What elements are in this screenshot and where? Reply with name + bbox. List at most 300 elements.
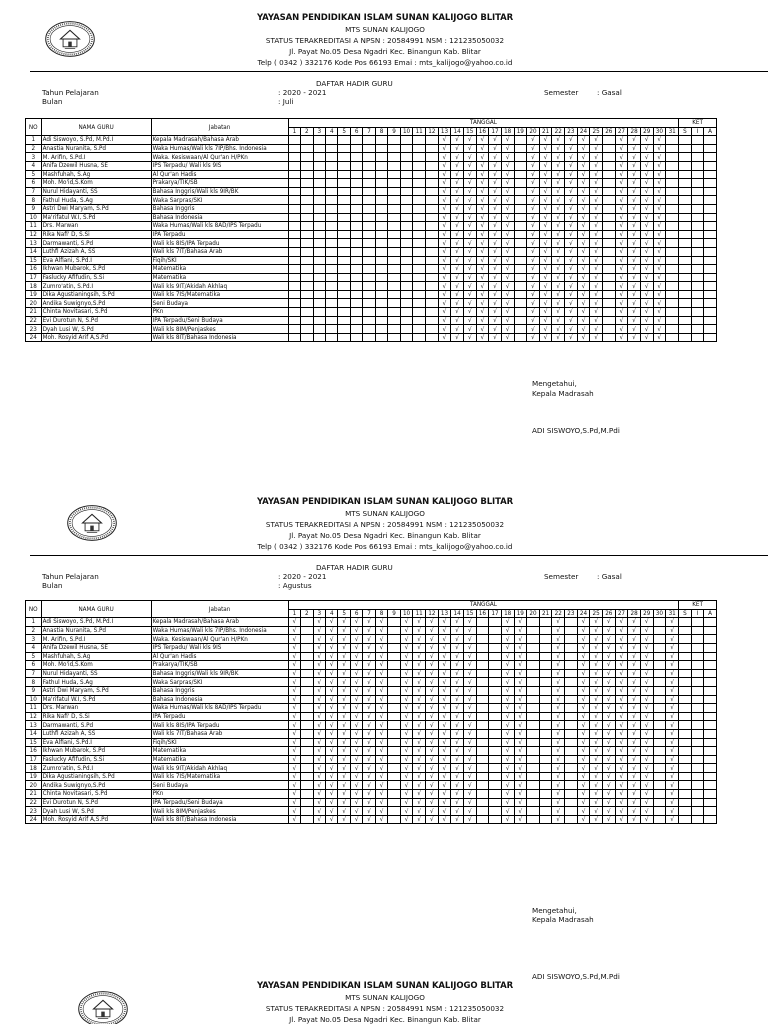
day-cell: [400, 247, 413, 256]
day-cell: √: [451, 325, 464, 334]
day-cell: √: [326, 772, 338, 781]
day-cell: √: [350, 772, 362, 781]
teacher-jabatan: Wali kls 7IT/Bahasa Arab: [151, 729, 288, 738]
day-cell: √: [426, 643, 439, 652]
day-cell: √: [363, 807, 375, 816]
day-cell: √: [565, 265, 578, 274]
teacher-name: Darmawanti, S.Pd: [41, 239, 151, 248]
ket-cell: [704, 325, 717, 334]
table-row: [26, 721, 717, 730]
day-cell: [666, 239, 679, 248]
day-cell: [602, 170, 615, 179]
day-cell: √: [628, 239, 641, 248]
day-cell: √: [326, 781, 338, 790]
day-cell: [350, 316, 362, 325]
day-cell: [363, 299, 375, 308]
teacher-name: Moh. Mo'id,S.Kom: [41, 661, 151, 670]
day-cell: √: [451, 265, 464, 274]
day-cell: √: [501, 170, 514, 179]
day-cell: √: [666, 661, 679, 670]
day-header: 17: [489, 609, 502, 618]
day-cell: √: [565, 187, 578, 196]
teacher-name: Dyah Lusi W, S.Pd: [41, 325, 151, 334]
day-cell: [301, 747, 313, 756]
day-cell: [326, 187, 338, 196]
day-cell: √: [628, 179, 641, 188]
day-cell: √: [628, 661, 641, 670]
day-cell: [388, 179, 400, 188]
day-cell: √: [615, 204, 628, 213]
teacher-jabatan: Wali kls 9IT/Akidah Akhlaq: [151, 282, 288, 291]
day-cell: √: [400, 747, 413, 756]
day-cell: √: [326, 643, 338, 652]
day-cell: [565, 686, 578, 695]
day-cell: [413, 256, 426, 265]
day-cell: [539, 798, 552, 807]
teacher-name: Mashfuhah, S.Ag: [41, 170, 151, 179]
day-cell: [388, 230, 400, 239]
day-cell: √: [476, 179, 489, 188]
day-cell: √: [313, 695, 325, 704]
day-cell: [426, 308, 439, 317]
day-cell: √: [451, 333, 464, 342]
day-cell: [388, 643, 400, 652]
org-name: YAYASAN PENDIDIKAN ISLAM SUNAN KALIJOGO BLITAR: [256, 497, 514, 507]
day-cell: √: [489, 144, 502, 153]
day-cell: √: [288, 807, 300, 816]
day-cell: √: [501, 661, 514, 670]
day-cell: [565, 643, 578, 652]
day-cell: [539, 712, 552, 721]
day-cell: [565, 738, 578, 747]
day-cell: √: [539, 273, 552, 282]
teacher-no: 10: [26, 213, 42, 222]
day-cell: √: [590, 618, 603, 627]
day-cell: [489, 807, 502, 816]
day-cell: √: [615, 213, 628, 222]
day-cell: √: [375, 626, 387, 635]
day-cell: [476, 772, 489, 781]
day-cell: √: [438, 626, 451, 635]
day-cell: √: [577, 247, 590, 256]
day-cell: √: [577, 136, 590, 145]
ket-cell: [679, 273, 691, 282]
day-cell: [666, 316, 679, 325]
header-jabatan: Jabatan: [151, 601, 288, 618]
day-cell: √: [338, 764, 350, 773]
day-cell: √: [653, 136, 666, 145]
day-cell: √: [527, 265, 540, 274]
teacher-no: 10: [26, 695, 42, 704]
day-cell: [301, 721, 313, 730]
teacher-jabatan: Wali kls 8IS/IPA Terpadu: [151, 239, 288, 248]
day-cell: √: [552, 686, 565, 695]
teacher-name: Mashfuhah, S.Ag: [41, 652, 151, 661]
day-header: 4: [326, 609, 338, 618]
day-cell: √: [590, 815, 603, 824]
day-cell: [288, 316, 300, 325]
day-cell: [288, 273, 300, 282]
day-cell: √: [590, 712, 603, 721]
day-cell: √: [501, 755, 514, 764]
day-cell: [413, 333, 426, 342]
day-cell: √: [463, 635, 476, 644]
day-cell: [388, 729, 400, 738]
day-header: 7: [363, 609, 375, 618]
day-cell: √: [628, 325, 641, 334]
address-line: Jl. Payat No.05 Desa Ngadri Kec. Binangun Kab. Blitar: [289, 1015, 481, 1024]
day-cell: [413, 161, 426, 170]
ket-cell: [691, 230, 703, 239]
day-cell: [476, 618, 489, 627]
teacher-name: Astri Dwi Maryam, S.Pd: [41, 686, 151, 695]
day-cell: √: [463, 239, 476, 248]
day-cell: [666, 256, 679, 265]
day-cell: [288, 256, 300, 265]
day-cell: [565, 618, 578, 627]
day-cell: [313, 299, 325, 308]
day-cell: √: [363, 626, 375, 635]
table-row: [26, 781, 717, 790]
day-cell: √: [451, 798, 464, 807]
day-cell: √: [565, 316, 578, 325]
day-cell: √: [501, 316, 514, 325]
day-cell: √: [539, 196, 552, 205]
day-cell: [539, 661, 552, 670]
day-cell: [489, 686, 502, 695]
day-cell: √: [602, 661, 615, 670]
day-cell: [527, 704, 540, 713]
day-cell: [301, 815, 313, 824]
day-cell: √: [653, 282, 666, 291]
day-cell: √: [413, 704, 426, 713]
day-cell: √: [476, 299, 489, 308]
day-cell: √: [313, 815, 325, 824]
day-cell: √: [375, 661, 387, 670]
day-cell: √: [363, 712, 375, 721]
day-cell: √: [489, 299, 502, 308]
day-cell: √: [350, 669, 362, 678]
day-cell: √: [602, 772, 615, 781]
day-cell: √: [666, 712, 679, 721]
table-row: [26, 222, 717, 231]
day-header: 19: [514, 609, 527, 618]
day-cell: [338, 290, 350, 299]
teacher-no: 12: [26, 230, 42, 239]
day-cell: [301, 239, 313, 248]
day-cell: √: [539, 282, 552, 291]
day-cell: [388, 635, 400, 644]
day-cell: [350, 333, 362, 342]
day-cell: [400, 299, 413, 308]
day-cell: √: [489, 325, 502, 334]
day-cell: √: [375, 781, 387, 790]
day-cell: √: [615, 247, 628, 256]
day-cell: [313, 308, 325, 317]
day-cell: [489, 643, 502, 652]
day-cell: √: [640, 161, 653, 170]
day-cell: √: [288, 626, 300, 635]
day-cell: √: [666, 721, 679, 730]
day-cell: √: [653, 290, 666, 299]
day-cell: √: [326, 635, 338, 644]
day-cell: [288, 265, 300, 274]
day-cell: [375, 230, 387, 239]
teacher-no: 23: [26, 325, 42, 334]
day-cell: √: [438, 222, 451, 231]
day-cell: √: [463, 721, 476, 730]
day-cell: √: [577, 790, 590, 799]
day-cell: [666, 136, 679, 145]
day-cell: √: [489, 204, 502, 213]
ket-cell: [679, 721, 691, 730]
day-cell: √: [313, 704, 325, 713]
ket-cell: [691, 204, 703, 213]
day-cell: √: [539, 256, 552, 265]
day-cell: √: [363, 643, 375, 652]
day-cell: √: [438, 686, 451, 695]
day-cell: [363, 187, 375, 196]
day-cell: √: [640, 781, 653, 790]
day-cell: √: [539, 161, 552, 170]
ket-cell: [704, 815, 717, 824]
day-cell: √: [577, 282, 590, 291]
day-header: 28: [628, 609, 641, 618]
day-cell: √: [666, 747, 679, 756]
day-cell: √: [615, 222, 628, 231]
day-cell: [426, 153, 439, 162]
day-cell: [565, 815, 578, 824]
teacher-name: Moh. Rosyid Arif A,S.Pd: [41, 815, 151, 824]
day-cell: [288, 179, 300, 188]
day-cell: [288, 308, 300, 317]
day-cell: [301, 204, 313, 213]
day-cell: √: [375, 764, 387, 773]
day-cell: [338, 170, 350, 179]
day-cell: √: [501, 643, 514, 652]
ket-cell: [704, 772, 717, 781]
mengetahui-label: Mengetahui,: [532, 379, 577, 388]
teacher-jabatan: Wali kls 8IM/Penjaskes: [151, 325, 288, 334]
day-cell: √: [451, 290, 464, 299]
day-cell: √: [590, 807, 603, 816]
teacher-name: Anifa Dzewil Husna, SE: [41, 161, 151, 170]
day-header: 16: [476, 609, 489, 618]
day-cell: √: [590, 721, 603, 730]
day-cell: √: [438, 790, 451, 799]
ket-cell: [679, 144, 691, 153]
day-cell: √: [451, 815, 464, 824]
day-cell: [426, 136, 439, 145]
day-cell: √: [501, 179, 514, 188]
day-cell: √: [653, 247, 666, 256]
day-cell: √: [565, 204, 578, 213]
table-row: [26, 764, 717, 773]
ket-cell: [679, 790, 691, 799]
day-cell: √: [577, 290, 590, 299]
teacher-name: Luthfi Azizah A, SS: [41, 247, 151, 256]
day-cell: [350, 230, 362, 239]
day-cell: √: [463, 661, 476, 670]
day-cell: √: [326, 669, 338, 678]
ket-cell: [679, 265, 691, 274]
day-cell: √: [400, 798, 413, 807]
day-cell: [666, 222, 679, 231]
day-cell: √: [640, 661, 653, 670]
day-cell: √: [476, 290, 489, 299]
day-cell: √: [577, 222, 590, 231]
teacher-jabatan: Wali kls 7IT/Bahasa Arab: [151, 247, 288, 256]
table-row: [26, 196, 717, 205]
day-cell: √: [400, 669, 413, 678]
day-cell: [565, 652, 578, 661]
day-cell: [539, 695, 552, 704]
day-cell: √: [640, 136, 653, 145]
ket-cell: [679, 807, 691, 816]
day-cell: √: [514, 712, 527, 721]
day-cell: [489, 790, 502, 799]
day-cell: [653, 738, 666, 747]
day-cell: [413, 273, 426, 282]
day-cell: [326, 196, 338, 205]
day-cell: √: [438, 290, 451, 299]
day-cell: √: [539, 136, 552, 145]
day-cell: √: [577, 704, 590, 713]
ket-cell: [679, 299, 691, 308]
ket-cell: [704, 273, 717, 282]
ket-cell: [691, 256, 703, 265]
day-cell: [489, 798, 502, 807]
school-logo: [77, 988, 129, 1024]
day-cell: [326, 325, 338, 334]
day-cell: √: [426, 686, 439, 695]
day-cell: √: [288, 747, 300, 756]
day-cell: [388, 695, 400, 704]
day-cell: [539, 626, 552, 635]
day-cell: √: [577, 764, 590, 773]
day-cell: [288, 153, 300, 162]
day-cell: √: [350, 678, 362, 687]
day-cell: √: [476, 222, 489, 231]
day-cell: √: [527, 230, 540, 239]
teacher-jabatan: Al Qur'an Hadis: [151, 170, 288, 179]
ket-cell: [691, 239, 703, 248]
ket-cell: [691, 721, 703, 730]
day-cell: [301, 781, 313, 790]
day-cell: √: [326, 815, 338, 824]
day-cell: [288, 213, 300, 222]
day-cell: [388, 273, 400, 282]
day-cell: [301, 290, 313, 299]
ket-cell: [679, 247, 691, 256]
day-cell: √: [628, 230, 641, 239]
day-cell: √: [438, 299, 451, 308]
day-cell: √: [438, 273, 451, 282]
day-cell: √: [438, 652, 451, 661]
day-header: 10: [400, 127, 413, 136]
table-row: [26, 333, 717, 342]
day-cell: √: [514, 747, 527, 756]
day-cell: [476, 807, 489, 816]
day-cell: √: [438, 661, 451, 670]
day-cell: √: [463, 325, 476, 334]
day-cell: √: [552, 643, 565, 652]
day-cell: √: [363, 635, 375, 644]
day-cell: [527, 686, 540, 695]
table-row: [26, 144, 717, 153]
day-cell: √: [590, 265, 603, 274]
day-cell: [350, 179, 362, 188]
day-cell: √: [476, 333, 489, 342]
day-cell: √: [602, 704, 615, 713]
day-cell: [301, 755, 313, 764]
day-cell: [489, 738, 502, 747]
day-cell: √: [628, 686, 641, 695]
day-cell: √: [350, 704, 362, 713]
day-cell: [602, 136, 615, 145]
ket-cell: [704, 635, 717, 644]
day-cell: √: [552, 144, 565, 153]
day-cell: √: [565, 325, 578, 334]
day-cell: √: [451, 704, 464, 713]
table-row: [26, 815, 717, 824]
day-cell: √: [615, 282, 628, 291]
day-cell: [375, 247, 387, 256]
day-cell: √: [501, 721, 514, 730]
ket-cell: [691, 635, 703, 644]
day-cell: [602, 333, 615, 342]
day-cell: [313, 213, 325, 222]
day-cell: √: [413, 635, 426, 644]
teacher-jabatan: Wali kls 8IS/IPA Terpadu: [151, 721, 288, 730]
day-cell: √: [426, 635, 439, 644]
day-cell: √: [426, 721, 439, 730]
day-header: 6: [350, 609, 362, 618]
day-cell: √: [590, 333, 603, 342]
attendance-table: [25, 118, 717, 342]
day-cell: √: [602, 738, 615, 747]
day-cell: √: [438, 635, 451, 644]
day-cell: [363, 282, 375, 291]
day-cell: √: [615, 325, 628, 334]
day-cell: √: [514, 729, 527, 738]
day-cell: √: [501, 308, 514, 317]
day-cell: √: [313, 764, 325, 773]
day-cell: [363, 256, 375, 265]
day-cell: [363, 308, 375, 317]
teacher-jabatan: Waka. Kesiswaan/Al Qur'an H/PKn: [151, 153, 288, 162]
day-cell: √: [628, 222, 641, 231]
day-cell: √: [615, 136, 628, 145]
day-cell: [388, 678, 400, 687]
day-cell: √: [326, 686, 338, 695]
teacher-name: Nurul Hidayanti, SS: [41, 669, 151, 678]
day-cell: √: [463, 772, 476, 781]
day-cell: √: [463, 136, 476, 145]
ket-cell: [679, 764, 691, 773]
day-cell: [313, 222, 325, 231]
day-cell: [388, 712, 400, 721]
day-cell: [426, 187, 439, 196]
day-cell: √: [615, 179, 628, 188]
day-cell: √: [463, 153, 476, 162]
day-cell: √: [501, 747, 514, 756]
ket-cell: [704, 618, 717, 627]
table-row: [26, 678, 717, 687]
day-cell: √: [375, 643, 387, 652]
day-cell: [413, 265, 426, 274]
day-cell: [388, 626, 400, 635]
